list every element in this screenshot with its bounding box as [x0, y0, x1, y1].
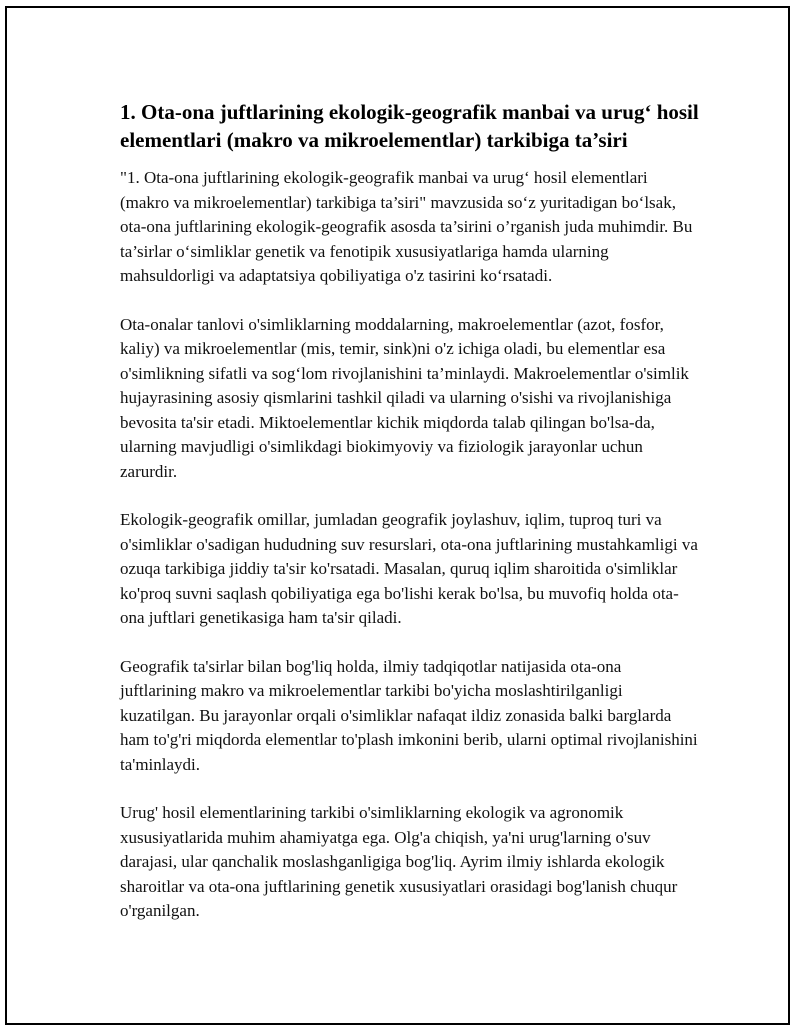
paragraph: Ota-onalar tanlovi o'simliklarning moddalarning, makroelementlar (azot, fosfor, kaliy) va mikroelementlar (mis, temir, sink)ni o'z ichiga oladi, bu elementlar esa o'simlikning sifatli va sog‘lom rivojlanishini ta’minlaydi. Makroelementlar o'simlik hujayrasining asosiy qismlarini tashkil qiladi va ularning o'sishi va rivojlanishiga bevosita ta'sir etadi. Miktoelementlar kichik miqdorda talab qilingan bo'lsa-da, ularning mavjudligi o'simlikdagi biokimyoviy va fiziologik jarayonlar uchun zarurdir. [120, 314, 689, 481]
paragraph: "1. Ota-ona juftlarining ekologik-geografik manbai va urug‘ hosil elementlari (makro va mikroelementlar) tarkibiga ta’siri" mavzusida so‘z yuritadigan bo‘lsak, ota-ona juftlarining ekologik-geografik asosda ta’sirini o’rganish juda muhimdir. Bu ta’sirlar o‘simliklar genetik va fenotipik xususiyatlariga hamda ularning mahsuldorligi va adaptatsiya qobiliyatiga o'z tasirini ko‘rsatadi. [120, 168, 693, 285]
paragraph: Urug' hosil elementlarining tarkibi o'simliklarning ekologik va agronomik xususiyatlarida muhim ahamiyatga ega. Olg'a chiqish, ya'ni urug'larning o'suv darajasi, ular qanchalik moslashganligiga bog'liq. Ayrim ilmiy ishlarda ekologik sharoitlar va ota-ona juftlarining genetik xususiyatlari orasidagi bog'lanish chuqur o'rganilgan. [120, 803, 678, 920]
section-heading: 1. Ota-ona juftlarining ekologik-geografik manbai va urug‘ hosil elementlari (makro va mikroelementlar) tarkibiga ta’siri [120, 100, 699, 152]
document-page [5, 6, 790, 1025]
paragraph: Ekologik-geografik omillar, jumladan geografik joylashuv, iqlim, tuproq turi va o'simliklar o'sadigan hududning suv resurslari, ota-ona juftlarining mustahkamligi va ozuqa tarkibiga jiddiy ta'sir ko'rsatadi. Masalan, quruq iqlim sharoitida o'simliklar ko'proq suvni saqlash qobiliyatiga ega bo'lishi kerak bo'lsa, bu muvofiq holda ota-ona juftlari genetikasiga ham ta'sir qiladi. [120, 510, 698, 627]
paragraph: Geografik ta'sirlar bilan bog'liq holda, ilmiy tadqiqotlar natijasida ota-ona juftlarining makro va mikroelementlar tarkibi bo'yicha moslashtirilganligi kuzatilgan. Bu jarayonlar orqali o'simliklar nafaqat ildiz zonasida balki barglarda ham to'g'ri miqdorda elementlar to'plash imkonini berib, ularni optimal rivojlanishini ta'minlaydi. [120, 656, 698, 774]
document-body [120, 98, 700, 948]
